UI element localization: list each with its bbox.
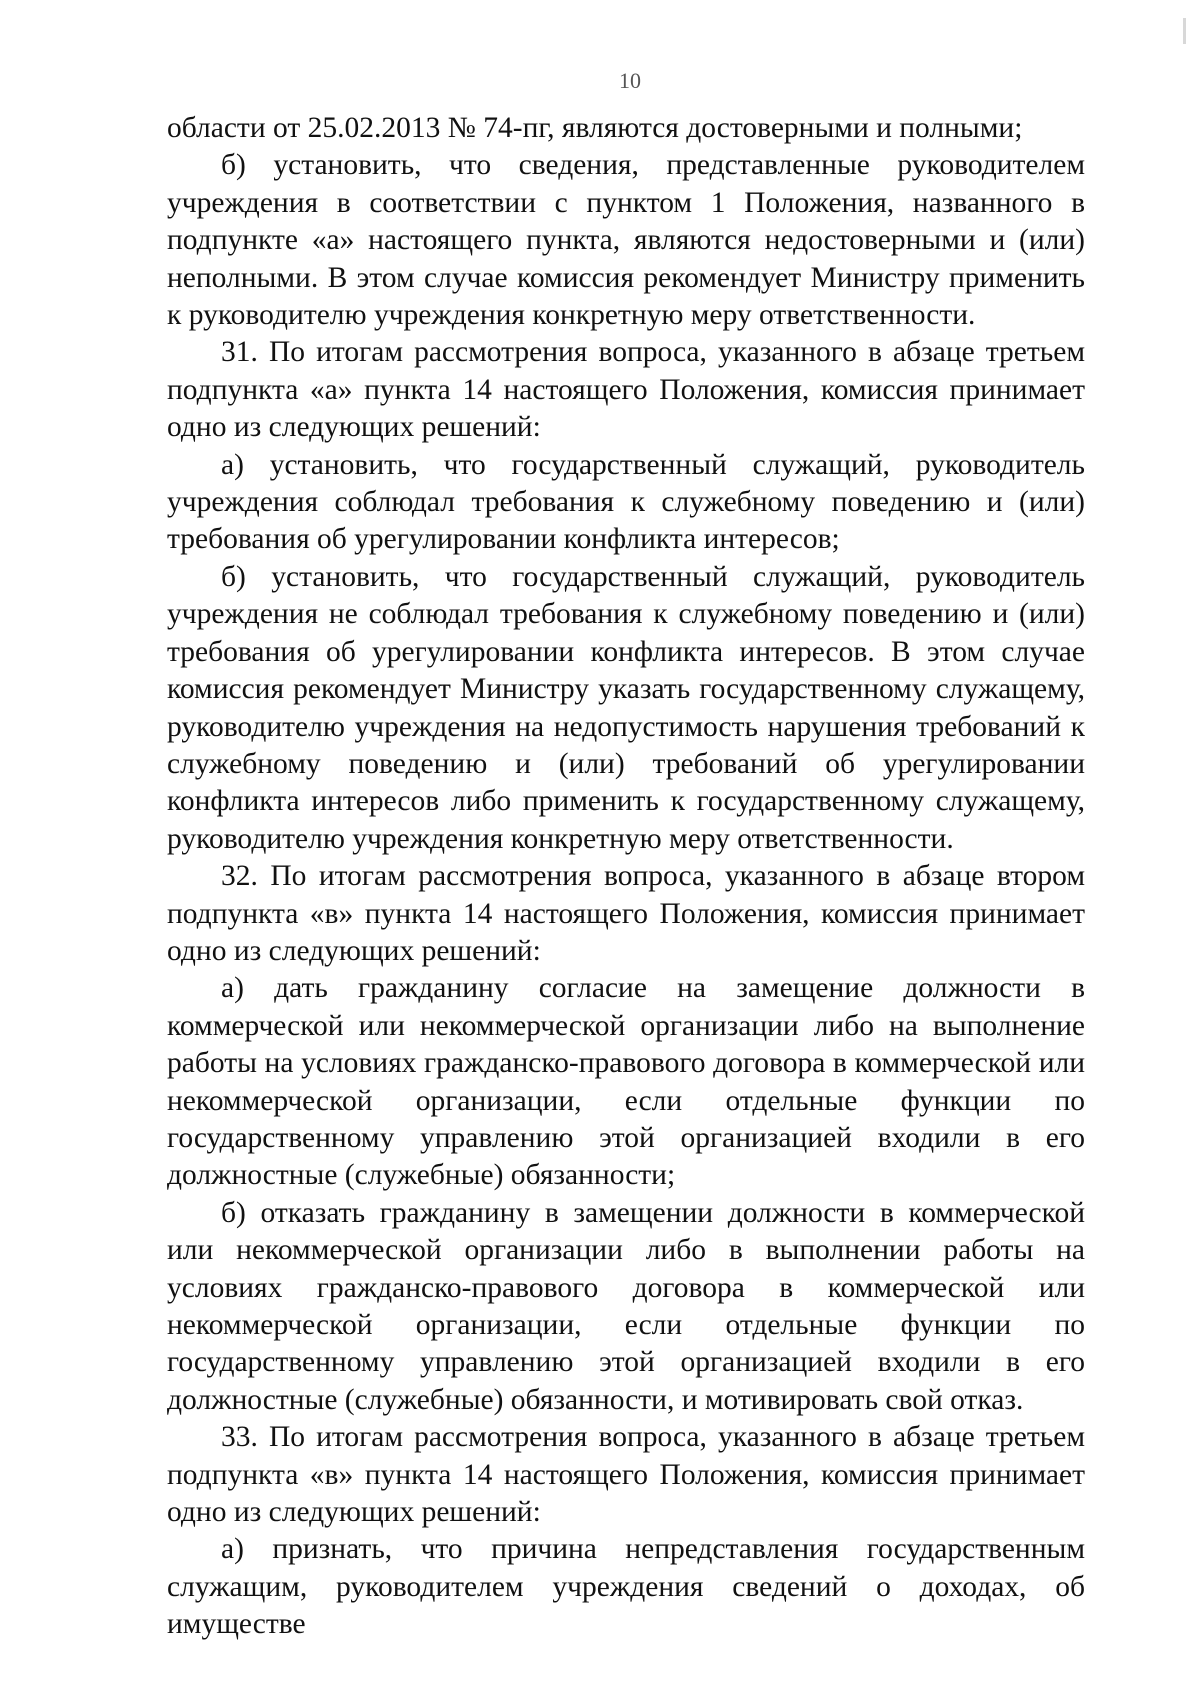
paragraph-30b: б) установить, что сведения, представленные руководителем учреждения в соответствии с пунктом 1 Положения, названного в подпункте «а» настоящего пункта, являются недостоверными и (или) неполными. В этом случае комиссия рекомендует Министру применить к руководителю учреждения конкретную меру ответственности.: [167, 149, 1085, 332]
paragraph-continuation: области от 25.02.2013 № 74-пг, являются достоверными и полными;: [167, 112, 1023, 144]
paragraph-31a: а) установить, что государственный служащий, руководитель учреждения соблюдал требования к служебному поведению и (или) требования об урегулировании конфликта интересов;: [167, 448, 1085, 556]
paragraph-31b: б) установить, что государственный служащий, руководитель учреждения не соблюдал требования к служебному поведению и (или) требования об урегулировании конфликта интересов. В этом случае комиссия рекомендует Министру указать государственному служащему, руководителю учреждения на недопустимость нарушения требований к служебному поведению и (или) требований об урегулировании конфликта интересов либо применить к государственному служащему, руководителю учреждения конкретную меру ответственности.: [167, 560, 1085, 855]
page-number: 10: [619, 68, 641, 93]
paragraph-33a: а) признать, что причина непредставления государственным служащим, руководителем учреждения сведений о доходах, об имуществе: [167, 1533, 1085, 1641]
paragraph-33: 33. По итогам рассмотрения вопроса, указанного в абзаце третьем подпункта «в» пункта 14 настоящего Положения, комиссия принимает одно из следующих решений:: [167, 1421, 1085, 1529]
paragraph-32b: б) отказать гражданину в замещении должности в коммерческой или некоммерческой организации либо в выполнении работы на условиях гражданско-правового договора в коммерческой или некоммерческой организации, если отдельные функции по государственному управлению этой организацией входили в его должностные (служебные) обязанности, и мотивировать свой отказ.: [167, 1196, 1085, 1416]
paragraph-32a: а) дать гражданину согласие на замещение должности в коммерческой или некоммерческой организации либо на выполнение работы на условиях гражданско-правового договора в коммерческой или некоммерческой организации, если отдельные функции по государственному управлению этой организацией входили в его должностные (служебные) обязанности;: [167, 972, 1085, 1192]
paragraph-31: 31. По итогам рассмотрения вопроса, указанного в абзаце третьем подпункта «а» пункта 14 настоящего Положения, комиссия принимает одно из следующих решений:: [167, 336, 1085, 444]
document-body: [167, 110, 1085, 1644]
paragraph-32: 32. По итогам рассмотрения вопроса, указанного в абзаце втором подпункта «в» пункта 14 настоящего Положения, комиссия принимает одно из следующих решений:: [167, 860, 1085, 967]
scan-edge-mark: [1183, 18, 1186, 44]
